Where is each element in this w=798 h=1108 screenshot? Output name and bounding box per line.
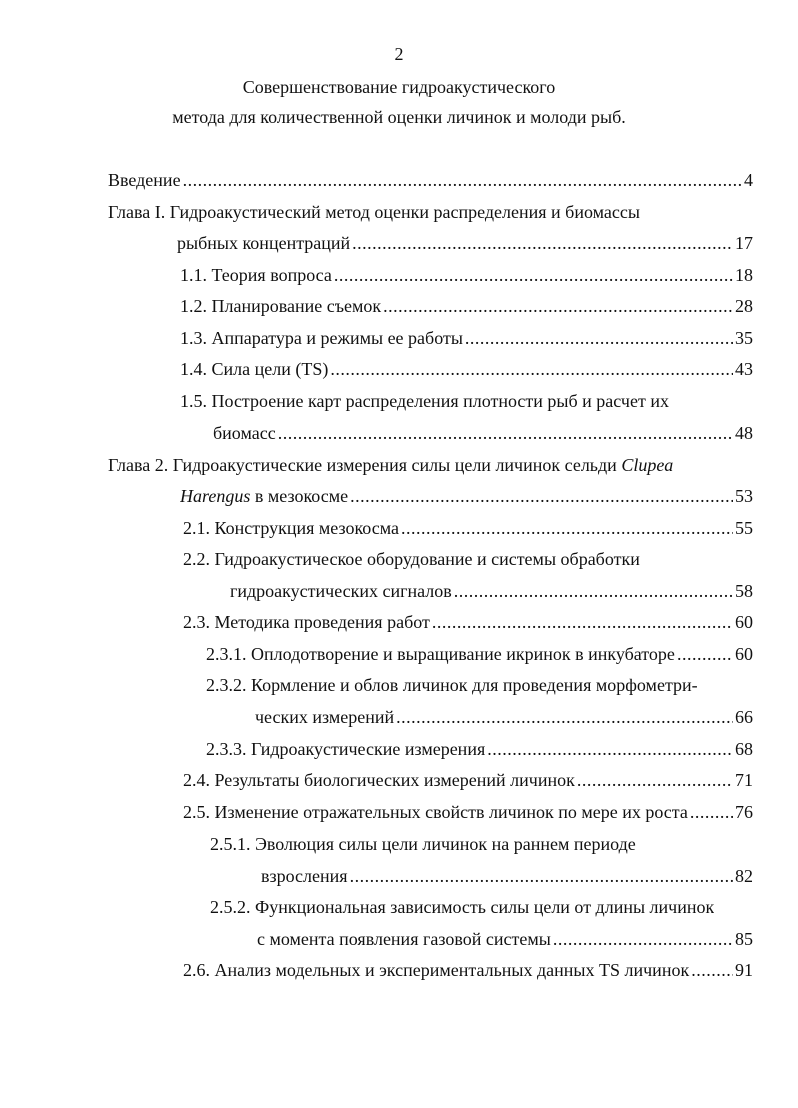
toc-entry-2-2 — [230, 580, 753, 602]
toc-leader — [677, 643, 733, 665]
toc-page: 76 — [735, 802, 753, 822]
toc-leader — [432, 611, 733, 633]
toc-label: биомасс — [213, 423, 276, 443]
toc-entry-1-5 — [213, 422, 753, 444]
toc-leader — [691, 959, 733, 981]
toc-entry-2-5-2 — [257, 928, 753, 950]
toc-page: 48 — [735, 423, 753, 443]
toc-label: гидроакустических сигналов — [230, 581, 452, 601]
toc-entry-chapter-1 — [177, 232, 753, 254]
toc-entry-2-5-1 — [261, 865, 753, 887]
toc-label: 2.5. Изменение отражательных свойств личинок по мере их роста — [183, 802, 688, 822]
toc-label: Введение — [108, 170, 181, 190]
title-line-1: Совершенствование гидроакустического — [242, 77, 556, 97]
toc-page: 85 — [735, 929, 753, 949]
toc-chapter-2-text-2: в мезокосме — [250, 486, 349, 506]
toc-entry-1-2 — [180, 295, 753, 317]
toc-page: 35 — [735, 328, 753, 348]
toc-entry-2-3-1 — [206, 643, 753, 665]
toc-entry-chapter-2 — [180, 485, 753, 507]
toc-entry-1-5-title: 1.5. Построение карт распределения плотности рыб и расчет их — [180, 391, 669, 411]
toc-page: 68 — [735, 739, 753, 759]
toc-entry-2-5-1-title: 2.5.1. Эволюция силы цели личинок на раннем периоде — [210, 834, 636, 854]
toc-leader — [396, 706, 733, 728]
toc-entry-2-3-3 — [206, 738, 753, 760]
toc-page: 18 — [735, 265, 753, 285]
toc-page: 53 — [735, 486, 753, 506]
toc-label: 1.3. Аппаратура и режимы ее работы — [180, 328, 463, 348]
toc-label: с момента появления газовой системы — [257, 929, 551, 949]
toc-entry-2-4 — [183, 769, 753, 791]
toc-label: 1.4. Сила цели (TS) — [180, 359, 329, 379]
toc-entry-2-5-2-title: 2.5.2. Функциональная зависимость силы цели от длины личинок — [210, 897, 715, 917]
toc-leader — [352, 232, 733, 254]
toc-entry-1-1 — [180, 264, 753, 286]
toc-page: 17 — [735, 233, 753, 253]
toc-page: 43 — [735, 359, 753, 379]
toc-leader — [454, 580, 733, 602]
toc-page: 28 — [735, 296, 753, 316]
toc-page: 82 — [735, 866, 753, 886]
toc-leader — [401, 517, 733, 539]
toc-leader — [350, 485, 733, 507]
toc-leader — [330, 358, 733, 380]
toc-page: 66 — [735, 707, 753, 727]
toc-leader — [278, 422, 733, 444]
toc-leader — [577, 769, 733, 791]
toc-leader — [465, 327, 733, 349]
toc-label: 2.3. Методика проведения работ — [183, 612, 430, 632]
toc-chapter-2-text: Глава 2. Гидроакустические измерения силы цели личинок сельди — [108, 455, 622, 475]
toc-entry-2-1 — [183, 517, 753, 539]
toc-label: взросления — [261, 866, 348, 886]
toc-page: 91 — [735, 960, 753, 980]
toc-page: 60 — [735, 612, 753, 632]
toc-entry-2-5 — [183, 801, 753, 823]
toc-page: 60 — [735, 644, 753, 664]
toc-label: 2.4. Результаты биологических измерений личинок — [183, 770, 575, 790]
toc-leader — [334, 264, 733, 286]
toc-entry-intro — [108, 169, 753, 191]
toc-page: 58 — [735, 581, 753, 601]
toc-label: 1.1. Теория вопроса — [180, 265, 332, 285]
toc-entry-2-3 — [183, 611, 753, 633]
toc-label: 2.3.1. Оплодотворение и выращивание икринок в инкубаторе — [206, 644, 675, 664]
toc-leader — [690, 801, 733, 823]
toc-leader — [487, 738, 733, 760]
toc-entry-1-3 — [180, 327, 753, 349]
toc-chapter-2-species: Clupea — [621, 455, 674, 475]
toc-chapter-2-species-2: Harengus — [180, 486, 251, 506]
toc-page: 4 — [744, 170, 753, 190]
toc-leader — [183, 169, 742, 191]
toc-label: ческих измерений — [255, 707, 395, 727]
toc-label: 2.3.3. Гидроакустические измерения — [206, 739, 486, 759]
toc-label: 2.6. Анализ модельных и экспериментальных данных TS личинок — [183, 960, 690, 980]
toc-entry-2-6 — [183, 959, 753, 981]
toc-entry-2-2-title: 2.2. Гидроакустическое оборудование и системы обработки — [183, 549, 640, 569]
toc-page: 71 — [735, 770, 753, 790]
toc-chapter-2-title — [108, 454, 673, 476]
toc-label: 2.1. Конструкция мезокосма — [183, 518, 399, 538]
toc-label: рыбных концентраций — [177, 233, 351, 253]
toc-label: 1.2. Планирование съемок — [180, 296, 382, 316]
toc-entry-2-3-2-title: 2.3.2. Кормление и облов личинок для проведения морфометри- — [206, 675, 698, 695]
toc-page: 55 — [735, 518, 753, 538]
toc-entry-1-4 — [180, 358, 753, 380]
toc-label — [180, 485, 350, 507]
page-number: 2 — [394, 44, 404, 64]
toc-leader — [553, 928, 733, 950]
toc-leader — [383, 295, 733, 317]
title-line-2: метода для количественной оценки личинок и молоди рыб. — [172, 107, 626, 127]
toc-leader — [350, 865, 733, 887]
toc-entry-2-3-2 — [255, 706, 753, 728]
toc-chapter-1-title: Глава I. Гидроакустический метод оценки распределения и биомассы — [108, 202, 640, 222]
